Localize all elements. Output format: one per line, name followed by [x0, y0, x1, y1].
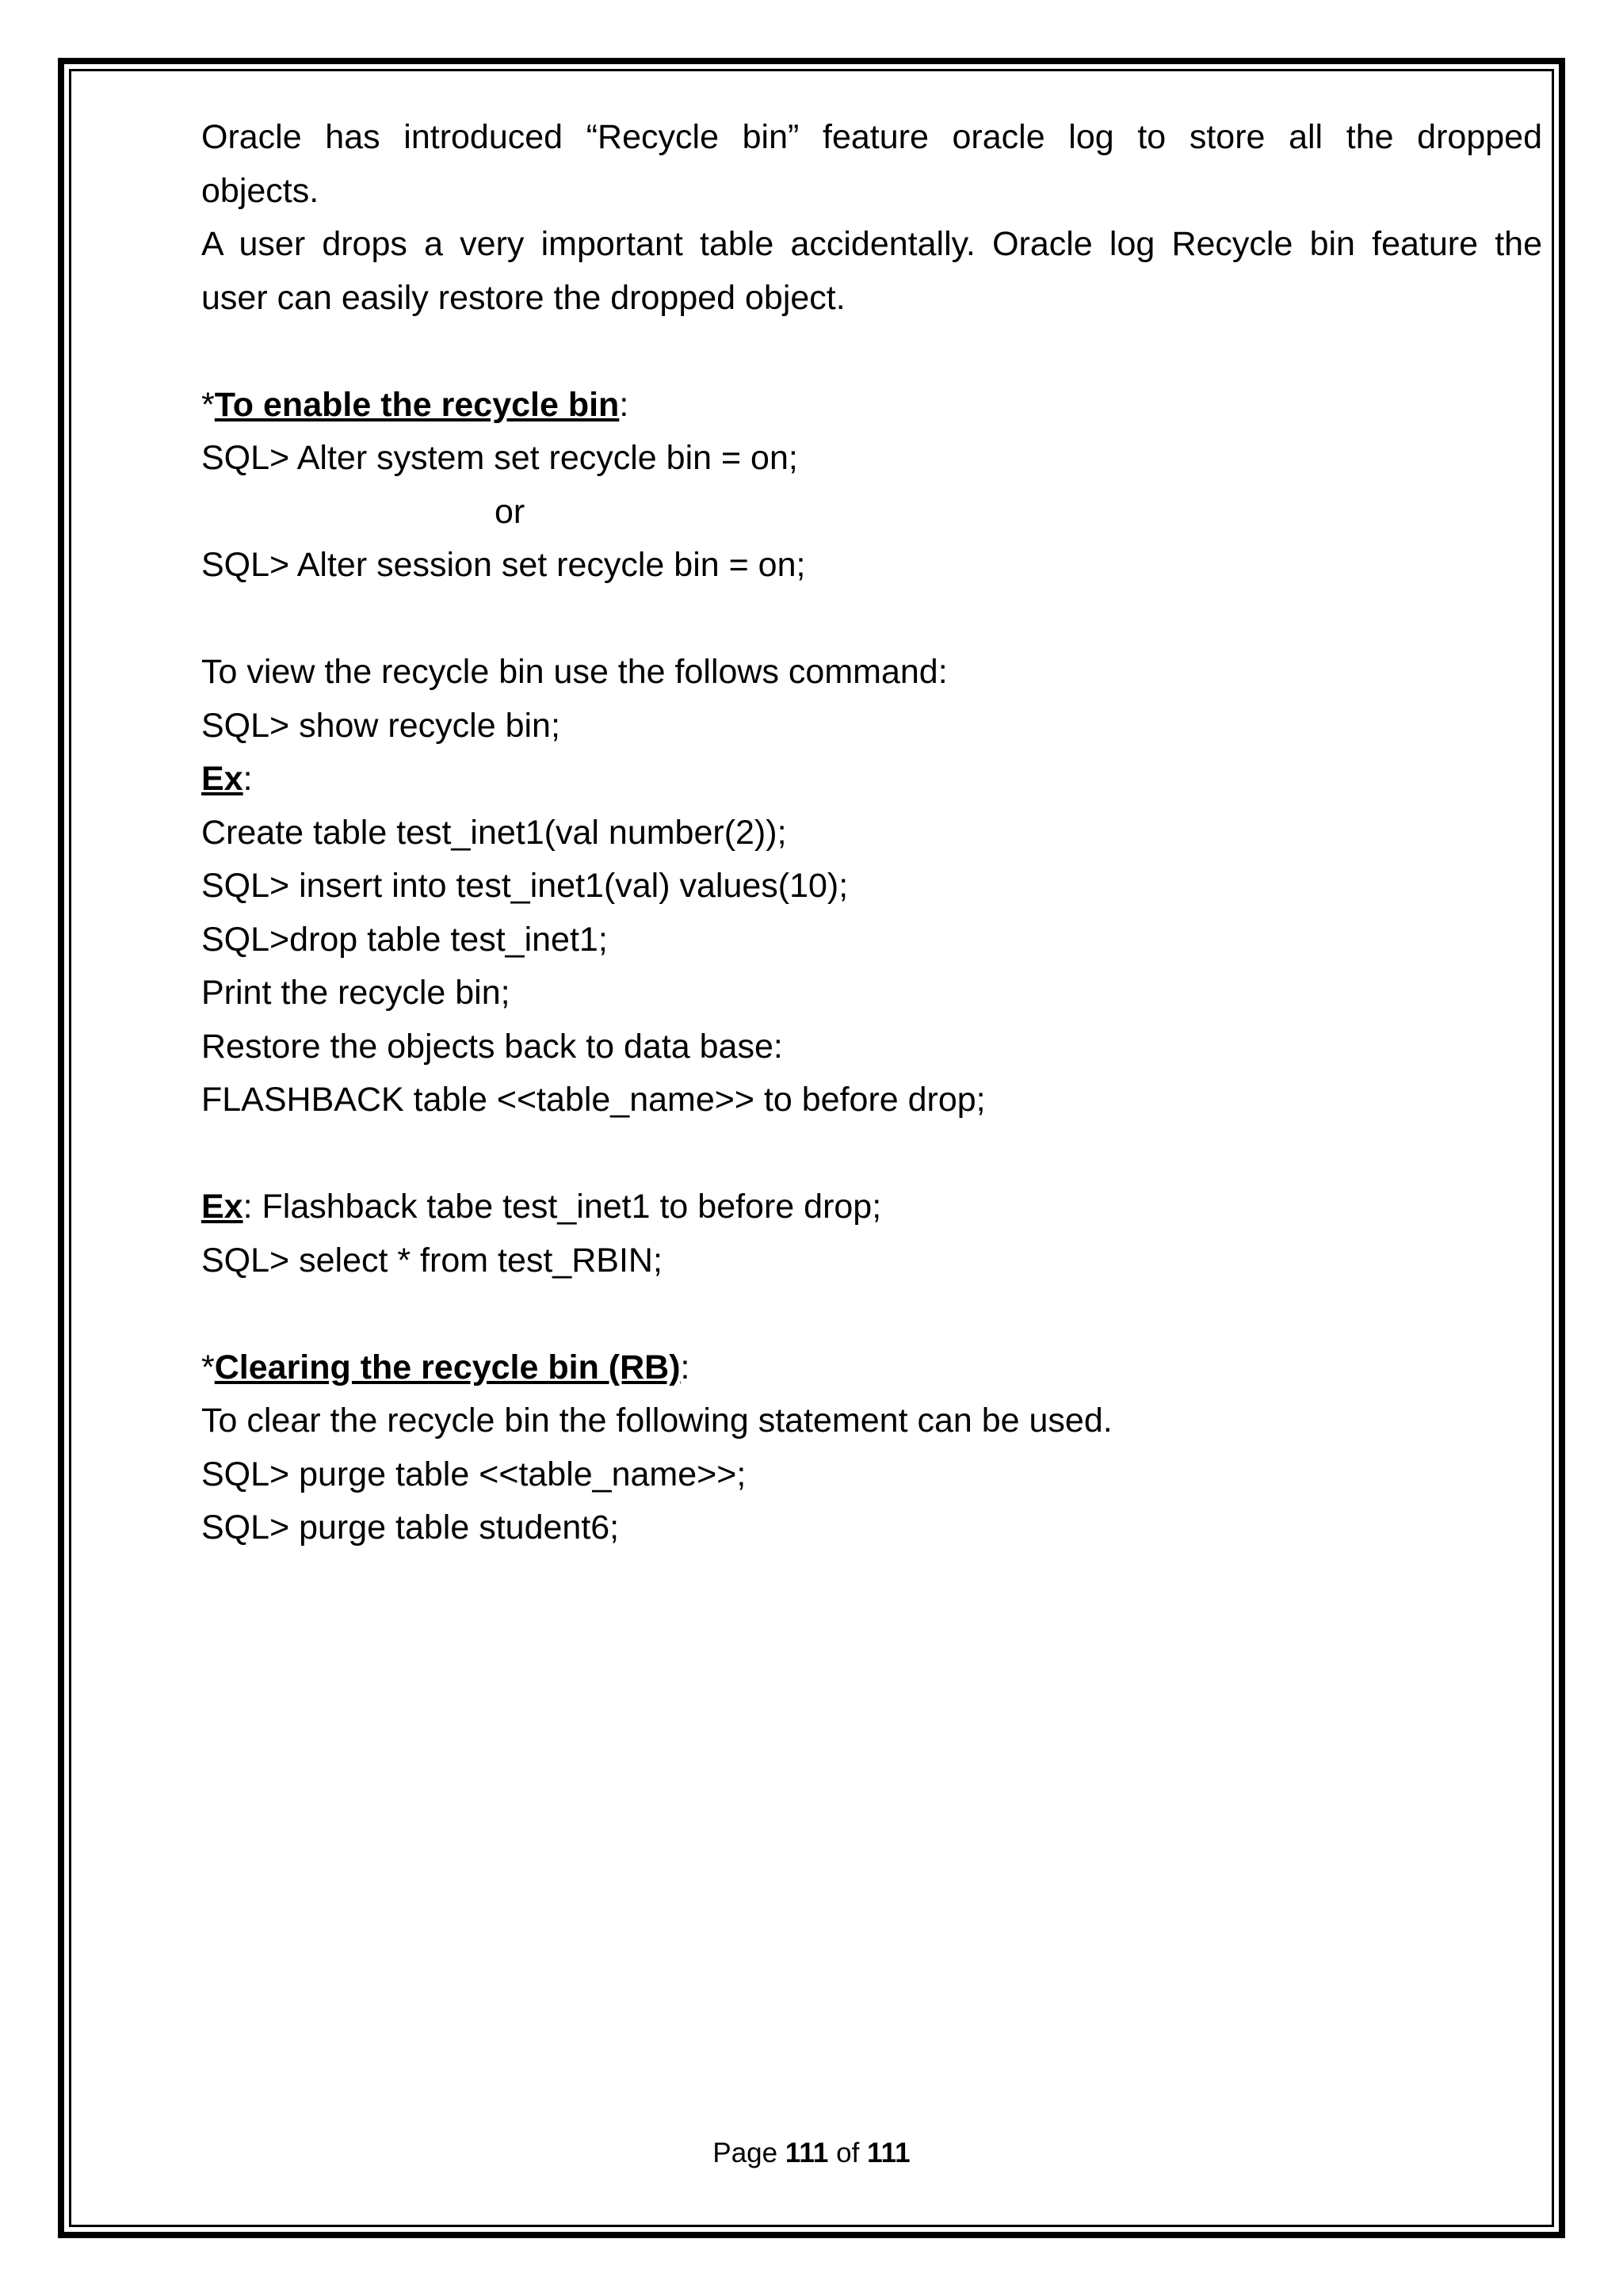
example-1-line-restore: Restore the objects back to data base: [201, 1027, 783, 1066]
sql-purge-table-generic: SQL> purge table <<table_name>>; [201, 1455, 747, 1493]
example-1-line-insert: SQL> insert into test_inet1(val) values(10); [201, 867, 849, 905]
example-1-line-create: Create table test_inet1(val number(2)); [201, 813, 787, 852]
example-label: Ex [201, 1188, 243, 1226]
example-2-line-flashback [201, 1180, 1542, 1234]
example-label: Ex [201, 760, 243, 798]
blank-line [201, 593, 1542, 646]
paragraph-1-line-1: Oracle has introduced “Recycle bin” feature oracle log to store all the dropped [201, 118, 1542, 156]
heading-colon: : [619, 385, 629, 424]
paragraph-1-line-2: objects. [201, 171, 319, 210]
sql-show-recycle-bin: SQL> show recycle bin; [201, 706, 560, 745]
heading-text-clearing-recycle-bin: Clearing the recycle bin (RB) [214, 1348, 681, 1386]
example-2-line-select: SQL> select * from test_RBIN; [201, 1241, 663, 1280]
example-1-line-print: Print the recycle bin; [201, 974, 510, 1012]
paragraph-2-line-1: A user drops a very important table accidentally. Oracle log Recycle bin feature the [201, 225, 1542, 263]
footer-of-word: of [836, 2138, 860, 2168]
footer-current-page: 111 [785, 2138, 829, 2168]
footer-page-word: Page [712, 2138, 778, 2168]
blank-line [201, 1127, 1542, 1181]
example-1-line-drop: SQL>drop table test_inet1; [201, 920, 608, 959]
view-intro: To view the recycle bin use the follows command: [201, 653, 948, 691]
page-footer [0, 2136, 1623, 2171]
heading-asterisk: * [201, 385, 215, 424]
example-colon: : [242, 760, 253, 798]
footer-total-pages: 111 [867, 2138, 911, 2168]
document-body [201, 111, 1542, 1555]
sql-alter-session: SQL> Alter session set recycle bin = on; [201, 546, 806, 584]
section-heading-enable [201, 379, 1542, 433]
example-2-text: : Flashback tabe test_inet1 to before drop; [242, 1188, 882, 1226]
heading-asterisk: * [201, 1348, 215, 1386]
blank-line [201, 325, 1542, 379]
or-separator: or [495, 492, 525, 531]
example-1-label-line [201, 753, 1542, 807]
section-heading-clearing [201, 1341, 1542, 1395]
example-1-line-flashback: FLASHBACK table <<table_name>> to before drop; [201, 1081, 986, 1119]
heading-colon: : [680, 1348, 690, 1386]
heading-text-enable-recycle-bin: To enable the recycle bin [214, 385, 620, 424]
paragraph-2-line-2: user can easily restore the dropped object. [201, 278, 846, 317]
clear-intro: To clear the recycle bin the following statement can be used. [201, 1402, 1113, 1440]
blank-line [201, 1287, 1542, 1341]
sql-purge-table-student6: SQL> purge table student6; [201, 1508, 620, 1547]
sql-alter-system: SQL> Alter system set recycle bin = on; [201, 439, 798, 477]
